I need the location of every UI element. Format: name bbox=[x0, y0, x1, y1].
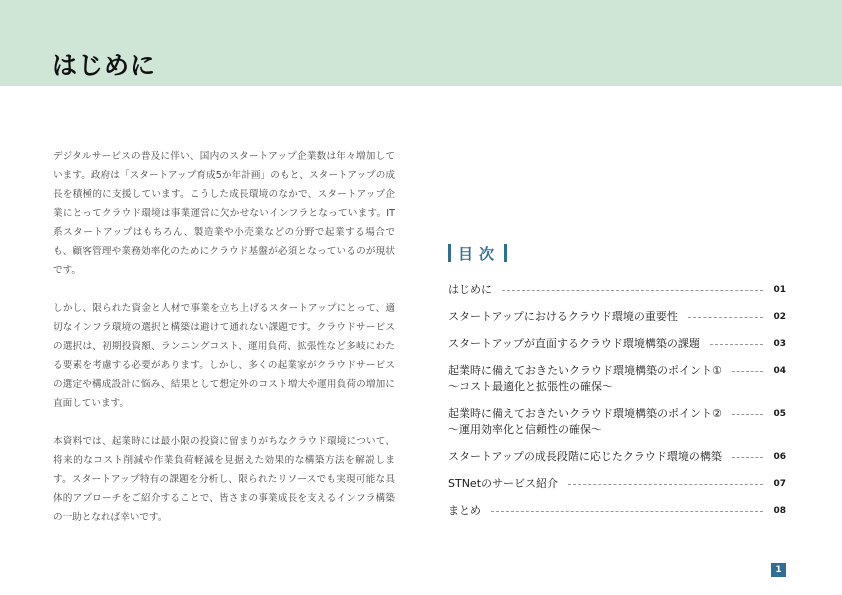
intro-paragraph: しかし、限られた資金と人材で事業を立ち上げるスタートアップにとって、適切なインフラ環境の選択と構築は避けて通れない課題です。クラウドサービスの選択は、初期投資額、ランニングコスト、運用負荷、拡張性など多岐にわたる要素を考慮する必要があります。しかし、多くの起業家がクラウドサービスの選定や構成設計に悩み、結果として想定外のコスト増大や運用負荷の増加に直面しています。 bbox=[53, 303, 395, 409]
toc-heading-text: 目次 bbox=[458, 244, 501, 263]
toc-item-growth-stage[interactable] bbox=[448, 449, 786, 465]
toc-item-page: 03 bbox=[773, 339, 786, 349]
intro-paragraph: デジタルサービスの普及に伴い、国内のスタートアップ企業数は年々増加しています。政府は「スタートアップ育成5か年計画」のもと、スタートアップの成長を積極的に支援しています。こうした成長環境のなかで、スタートアップ企業にとってクラウド環境は事業運営に欠かせないインフラとなっています。IT系スタートアップはもちろん、製造業や小売業などの分野で起業する場合でも、顧客管理や業務効率化のためにクラウド基盤が必須となっているのが現状です。 bbox=[53, 151, 395, 276]
toc-item-point-1[interactable] bbox=[448, 363, 786, 395]
toc-dotted-leader bbox=[732, 406, 764, 415]
toc-item-label: スタートアップの成長段階に応じたクラウド環境の構築 bbox=[448, 450, 722, 463]
toc-item-importance[interactable] bbox=[448, 309, 786, 325]
toc-item-page: 08 bbox=[773, 506, 786, 516]
toc-item-page: 06 bbox=[773, 452, 786, 462]
toc-item-label: まとめ bbox=[448, 504, 481, 517]
toc-dotted-leader bbox=[732, 363, 764, 372]
toc-item-label: スタートアップが直面するクラウド環境構築の課題 bbox=[448, 337, 700, 350]
toc-item-page: 01 bbox=[773, 285, 786, 295]
toc-item-challenges[interactable] bbox=[448, 336, 786, 352]
toc-heading-right-bar bbox=[504, 244, 507, 262]
toc-heading bbox=[448, 242, 507, 264]
toc-item-summary[interactable] bbox=[448, 503, 786, 519]
toc-item-point-2[interactable] bbox=[448, 406, 786, 438]
toc-heading-left-bar bbox=[448, 244, 451, 262]
toc-item-label bbox=[448, 406, 722, 438]
toc-dotted-leader bbox=[568, 476, 763, 485]
page-number-badge: 1 bbox=[771, 563, 786, 577]
toc-dotted-leader bbox=[732, 449, 764, 458]
toc-item-services[interactable] bbox=[448, 476, 786, 492]
page-title: はじめに bbox=[52, 51, 157, 80]
toc-item-introduction[interactable] bbox=[448, 282, 786, 298]
toc-item-label-line2: 〜コスト最適化と拡張性の確保〜 bbox=[448, 380, 613, 393]
toc-item-label bbox=[448, 363, 722, 395]
toc-item-label: STNetのサービス紹介 bbox=[448, 477, 559, 490]
toc-item-label: スタートアップにおけるクラウド環境の重要性 bbox=[448, 310, 678, 323]
toc-item-label-line1: 起業時に備えておきたいクラウド環境構築のポイント② bbox=[448, 407, 722, 420]
toc-item-label-line1: 起業時に備えておきたいクラウド環境構築のポイント① bbox=[448, 364, 722, 377]
toc-item-label-line2: 〜運用効率化と信頼性の確保〜 bbox=[448, 423, 602, 436]
toc-dotted-leader bbox=[710, 336, 764, 345]
toc-item-page: 07 bbox=[773, 479, 786, 489]
toc-item-label: はじめに bbox=[448, 283, 492, 296]
intro-text bbox=[53, 147, 395, 546]
toc-dotted-leader bbox=[502, 282, 763, 291]
toc-item-page: 02 bbox=[773, 312, 786, 322]
toc-list bbox=[448, 282, 786, 530]
toc-dotted-leader bbox=[491, 503, 763, 512]
toc-item-page: 04 bbox=[773, 366, 786, 376]
intro-paragraph: 本資料では、起業時には最小限の投資に留まりがちなクラウド環境について、将来的なコスト削減や作業負荷軽減を見据えた効果的な構築方法を解説します。スタートアップ特有の課題を分析し、限られたリソースでも実現可能な具体的アプローチをご紹介することで、皆さまの事業成長を支えるインフラ構築の一助となれば幸いです。 bbox=[53, 436, 395, 523]
toc-dotted-leader bbox=[688, 309, 764, 318]
toc-item-page: 05 bbox=[773, 409, 786, 419]
